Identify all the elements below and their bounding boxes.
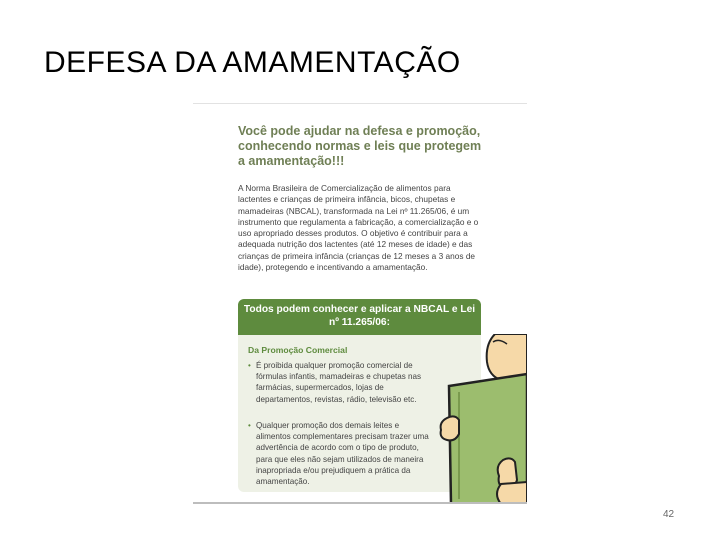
page-number: 42 (663, 509, 675, 520)
bullet-item (248, 360, 431, 405)
slide-title: DEFESA DA AMAMENTAÇÃO (44, 46, 461, 79)
bullet-text: Qualquer promoção dos demais leites e alimentos complementares precisam trazer uma advertência de acordo com o tipo de produto, para que eles não sejam utilizados de maneira inapropriada e/ou prejudiquem a prática da amamentação. (256, 421, 429, 487)
document-figure (193, 103, 527, 504)
nbcal-box-header: Todos podem conhecer e aplicar a NBCAL e Lei nº 11.265/06: (238, 299, 481, 335)
bullet-mark: • (248, 361, 251, 370)
bullet-text: É proibida qualquer promoção comercial de fórmulas infantis, mamadeiras e chupetas nas farmácias, supermercados, lojas de departamentos, revistas, rádio, televisão etc. (256, 361, 422, 404)
bullet-item (248, 420, 431, 487)
figure-bottom-rule (193, 502, 527, 504)
figure-headline: Você pode ajudar na defesa e promoção, conhecendo normas e leis que protegem a amamentação!!! (238, 124, 482, 168)
cartoon-reader-illustration (429, 334, 527, 504)
bullet-mark: • (248, 421, 251, 430)
box-section-title: Da Promoção Comercial (248, 345, 348, 355)
figure-body-text: A Norma Brasileira de Comercialização de alimentos para lactentes e crianças de primeira infância, bicos, chupetas e mamadeiras (NBCAL), transformada na Lei nº 11.265/06, é um instrumento que regulamenta a fabricação, a comercialização e o uso apropriado desses produtos. O objetivo é contribuir para a adequada nutrição dos lactentes (até 12 meses de idade) e das crianças de primeira infância (crianças de 12 meses a 3 anos de idade), protegendo e incentivando a amamentação. (238, 183, 479, 273)
